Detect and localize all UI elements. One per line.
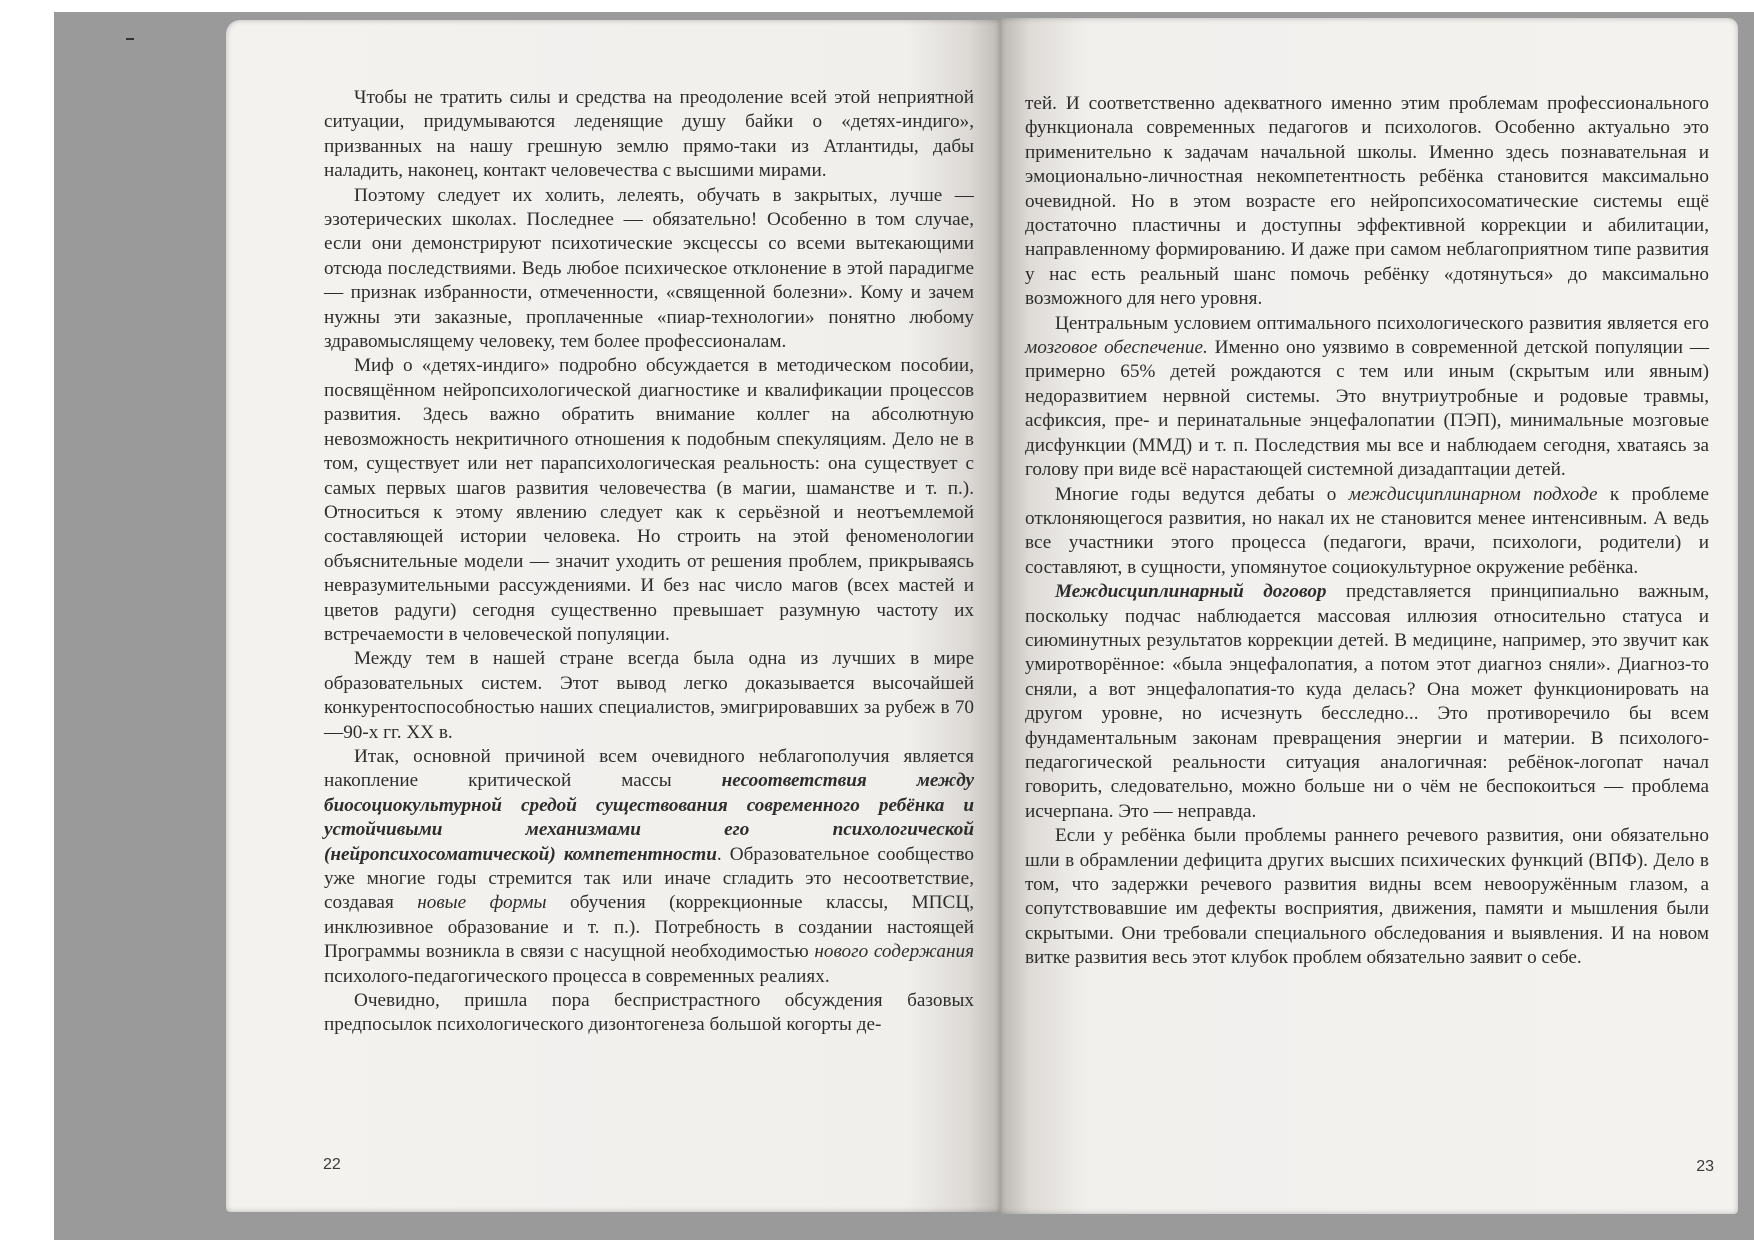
paragraph bbox=[324, 354, 974, 647]
text-run: Многие годы ведутся дебаты о bbox=[1055, 483, 1349, 505]
paragraph bbox=[1025, 483, 1709, 581]
paragraph bbox=[1025, 824, 1709, 970]
text-run: Центральным условием оптимального психологического развития является его bbox=[1055, 312, 1709, 334]
page-number-left: 22 bbox=[323, 1156, 341, 1173]
emphasized-text: мозговое обеспечение. bbox=[1025, 337, 1208, 359]
text-run: Итак, основной причиной всем очевидного неблагополучия является накопление критической массы bbox=[324, 745, 974, 792]
emphasized-text: Междисциплинарный договор bbox=[1055, 581, 1327, 603]
paragraph bbox=[324, 745, 974, 989]
text-run: Поэтому следует их холить, лелеять, обучать в закрытых, лучше — эзотерических школах. Последнее — обязательно! Особенно в том случае, если они демонстрируют психотические эксцессы со всеми вытекающими отсюда последствиями. Ведь любое психическое отклонение в этой парадигме — признак избранности, отмеченности, «священной болезни». Кому и зачем нужны эти заказные, проплаченные «пиар-технологии» понятно любому здравомыслящему человеку, тем более профессионалам. bbox=[324, 184, 974, 353]
text-run: Очевидно, пришла пора беспристрастного обсуждения базовых предпосылок психологического дизонтогенеза большой когорты де- bbox=[324, 990, 974, 1036]
page-number-right: 23 bbox=[1696, 1158, 1714, 1175]
paragraph bbox=[324, 647, 974, 745]
emphasized-text: новые формы bbox=[417, 892, 547, 914]
text-run: тей. И соответственно адекватного именно этим проблемам профессионального функционала современных педагогов и психологов. Особенно актуально это применительно к задачам начальной школы. Именно здесь познавательная и эмоционально-личностная некомпетентность ребёнка становится максимально очевидной. Но в этом возрасте его нейропсихосоматические системы ещё достаточно пластичны и доступны эффективной коррекции и абилитации, направленному формированию. И даже при самом неблагоприятном типе развития у нас есть реальный шанс помочь ребёнку «дотянуться» до максимально возможного для него уровня. bbox=[1025, 93, 1709, 310]
text-run: Именно оно уязвимо в современной детской популяции — примерно 65% детей рождаются с тем или иным (скрытым или явным) недоразвитием нервной системы. Это внутриутробные и родовые травмы, асфиксия, пре- и перинатальные энцефалопатии (ПЭП), минимальные мозговые дисфункции (ММД) и т. п. Последствия мы все и наблюдаем сегодня, хватаясь за голову при виде всё нарастающей системной дизадаптации детей. bbox=[1025, 337, 1710, 481]
text-run: представляется принципиально важным, поскольку подчас наблюдается массовая иллюзия относительно статуса и сиюминутных результатов коррекции детей. В медицине, например, это звучит как умиротворённое: «была энцефалопатия, а потом этот диагноз сняли». Диагноз-то сняли, а вот энцефалопатия-то куда делась? Она может функционировать на другом уровне, но исчезнуть бесследно... Это противоречило бы всем фундаментальным законам превращения энергии и материи. В психолого-педагогической реальности ситуация аналогичная: ребёнок-логопат начал говорить, следовательно, можно больше ни о чём не беспокоиться — проблема исчерпана. Это — неправда. bbox=[1025, 581, 1710, 822]
emphasized-text: несоответствия между биосоциокультурной средой существования современного ребёнка и устойчивыми механизмами его психологической (нейропсихосоматической) компетентности bbox=[324, 770, 975, 865]
emphasized-text: междисциплинарном подходе bbox=[1348, 483, 1598, 505]
text-run: Миф о «детях-индиго» подробно обсуждается в методическом пособии, посвящённом нейропсихологической диагностике и квалификации процессов развития. Здесь важно обратить внимание коллег на абсолютную невозможность некритичного отношения к подобным спекуляциям. Дело не в том, существует или нет парапсихологическая реальность: она существует с самых первых шагов развития человечества (в магии, шаманстве и т. п.). Относиться к этому явлению следует как к серьёзной и неотъемлемой составляющей истории человека. Но строить на этой феноменологии объяснительные модели — значит уходить от решения проблем, прикрываясь невразумительными рассуждениями. И без нас число магов (всех мастей и цветов радуги) сегодня существенно превышает разумную частоту их встречаемости в человеческой популяции. bbox=[324, 355, 974, 645]
paragraph bbox=[324, 184, 974, 355]
paragraph bbox=[1025, 580, 1709, 824]
paragraph bbox=[1025, 312, 1709, 483]
paragraph bbox=[324, 86, 974, 184]
text-run: Если у ребёнка были проблемы раннего речевого развития, они обязательно шли в обрамлении дефицита других высших психических функций (ВПФ). Дело в том, что задержки речевого развития видны всем невооружённым глазом, а сопутствовавшие им дефекты восприятия, движения, памяти и мышления были скрытыми. Они требовали специального обследования и выявления. И на новом витке развития весь этот клубок проблем обязательно заявит о себе. bbox=[1025, 825, 1709, 969]
text-run: психолого-педагогического процесса в современных реалиях. bbox=[324, 965, 830, 987]
scan-mark bbox=[126, 38, 134, 40]
left-page bbox=[226, 20, 1000, 1212]
emphasized-text: нового содержания bbox=[814, 941, 974, 963]
text-run: Между тем в нашей стране всегда была одна из лучших в мире образовательных систем. Этот вывод легко доказывается высочайшей конкурентоспособностью наших специалистов, эмигрировавших за рубеж в 70—90-х гг. XX в. bbox=[324, 648, 974, 743]
text-run: Чтобы не тратить силы и средства на преодоление всей этой неприятной ситуации, придумываются леденящие душу байки о «детях-индиго», призванных на нашу грешную землю прямо-таки из Атлантиды, дабы наладить, наконец, контакт человечества с высшими мирами. bbox=[324, 87, 974, 182]
right-page bbox=[1000, 18, 1738, 1214]
paragraph bbox=[1025, 92, 1709, 312]
left-page-text bbox=[324, 86, 974, 1038]
paragraph bbox=[324, 989, 974, 1038]
text-run: обучения (коррекционные классы, МПСЦ, инклюзивное образование и т. п.). Потребность в создании настоящей Программы возникла в связи с насущной необходимостью bbox=[324, 892, 974, 963]
text-run: к проблеме отклоняющегося развития, но накал их не становится менее интенсивным. А ведь все участники этого процесса (педагоги, врачи, психологи, родители) и составляют, в сущности, упомянутое социокультурное окружение ребёнка. bbox=[1025, 483, 1710, 578]
text-run: . Образовательное сообщество уже многие годы стремится так или иначе сгладить это несоответствие, создавая bbox=[324, 843, 975, 914]
right-page-text bbox=[1025, 92, 1709, 971]
